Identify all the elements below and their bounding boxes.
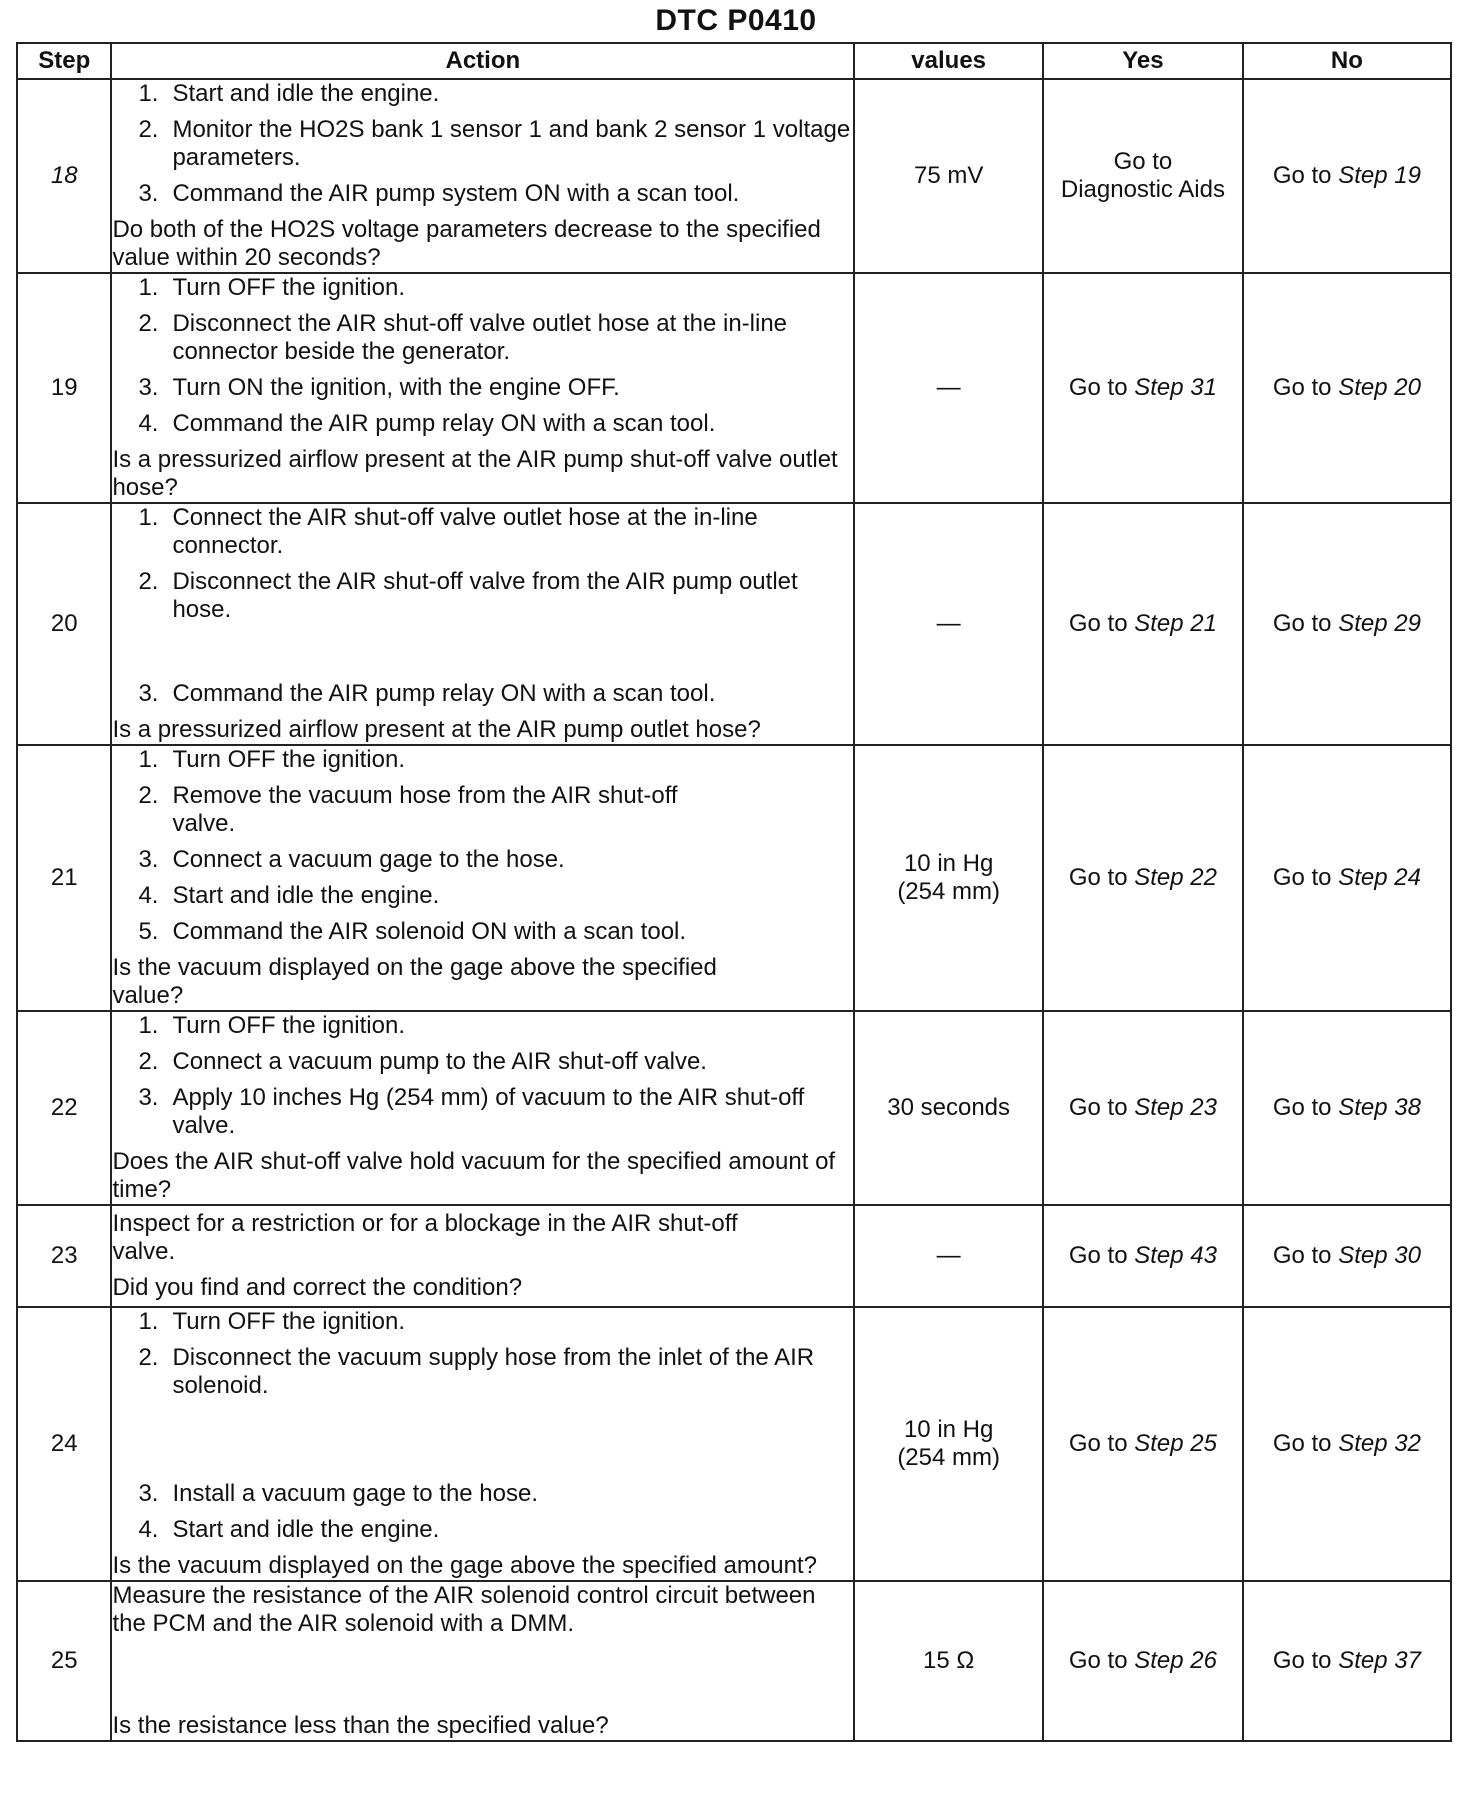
header-step: Step bbox=[17, 43, 111, 79]
list-item: 1. Connect the AIR shut-off valve outlet hose at the in-line connector. bbox=[138, 504, 758, 559]
action-cell bbox=[111, 1205, 854, 1307]
value-cell: 15 Ω bbox=[854, 1581, 1043, 1741]
instruction-text: Measure the resistance of the AIR solenoid control circuit between the PCM and the AIR solenoid with a DMM. bbox=[112, 1582, 816, 1637]
list-item: 2. Disconnect the vacuum supply hose from the inlet of the AIR solenoid. bbox=[138, 1344, 815, 1399]
table-row bbox=[17, 1011, 1451, 1205]
step-number: 23 bbox=[17, 1205, 111, 1307]
table-row bbox=[17, 1307, 1451, 1581]
no-cell: Go to Step 38 bbox=[1243, 1011, 1451, 1205]
table-row bbox=[17, 79, 1451, 273]
question-text: Is a pressurized airflow present at the AIR pump shut-off valve outlet hose? bbox=[112, 446, 838, 501]
no-cell: Go to Step 30 bbox=[1243, 1205, 1451, 1307]
header-values: values bbox=[854, 43, 1043, 79]
step-number: 21 bbox=[17, 745, 111, 1011]
yes-cell: Go to Step 23 bbox=[1043, 1011, 1243, 1205]
yes-cell: Go to Step 22 bbox=[1043, 745, 1243, 1011]
instruction-text: Inspect for a restriction or for a blockage in the AIR shut-off valve. bbox=[112, 1210, 738, 1265]
yes-cell: Go to Step 26 bbox=[1043, 1581, 1243, 1741]
value-cell: 75 mV bbox=[854, 79, 1043, 273]
question-text: Did you find and correct the condition? bbox=[112, 1274, 523, 1301]
table-row bbox=[17, 273, 1451, 503]
diagnostic-table bbox=[16, 42, 1452, 1742]
header-yes: Yes bbox=[1043, 43, 1243, 79]
question-text: Do both of the HO2S voltage parameters decrease to the specified value within 20 seconds? bbox=[112, 216, 821, 271]
value-cell: 30 seconds bbox=[854, 1011, 1043, 1205]
action-cell bbox=[111, 79, 854, 273]
value-cell: — bbox=[854, 503, 1043, 745]
value-cell: 10 in Hg (254 mm) bbox=[854, 745, 1043, 1011]
yes-cell: Go to Step 43 bbox=[1043, 1205, 1243, 1307]
list-item: 2. Monitor the HO2S bank 1 sensor 1 and bank 2 sensor 1 voltage parameters. bbox=[138, 116, 851, 171]
action-cell bbox=[111, 1307, 854, 1581]
no-cell: Go to Step 20 bbox=[1243, 273, 1451, 503]
table-header-row bbox=[17, 43, 1451, 79]
table-row bbox=[17, 745, 1451, 1011]
question-text: Is the resistance less than the specified value? bbox=[112, 1712, 609, 1739]
header-no: No bbox=[1243, 43, 1451, 79]
table-row bbox=[17, 1205, 1451, 1307]
list-item: 1. Start and idle the engine. bbox=[138, 80, 440, 107]
action-cell bbox=[111, 503, 854, 745]
action-cell bbox=[111, 1581, 854, 1741]
question-text: Is the vacuum displayed on the gage above the specified value? bbox=[112, 954, 717, 1009]
no-cell: Go to Step 32 bbox=[1243, 1307, 1451, 1581]
step-number: 19 bbox=[17, 273, 111, 503]
list-item: 1. Turn OFF the ignition. bbox=[138, 1012, 405, 1039]
value-cell: — bbox=[854, 273, 1043, 503]
question-text: Does the AIR shut-off valve hold vacuum for the specified amount of time? bbox=[112, 1148, 836, 1203]
list-item: 4. Start and idle the engine. bbox=[138, 882, 440, 909]
yes-cell: Go to Step 31 bbox=[1043, 273, 1243, 503]
action-cell bbox=[111, 273, 854, 503]
list-item: 3. Apply 10 inches Hg (254 mm) of vacuum to the AIR shut-off valve. bbox=[138, 1084, 805, 1139]
value-cell: 10 in Hg (254 mm) bbox=[854, 1307, 1043, 1581]
list-item: 4. Start and idle the engine. bbox=[138, 1516, 440, 1543]
step-number: 25 bbox=[17, 1581, 111, 1741]
list-item: 2. Remove the vacuum hose from the AIR shut-off valve. bbox=[138, 782, 678, 837]
list-item: 3. Command the AIR pump system ON with a scan tool. bbox=[138, 180, 740, 207]
action-cell bbox=[111, 745, 854, 1011]
yes-cell: Go to Step 25 bbox=[1043, 1307, 1243, 1581]
list-item: 1. Turn OFF the ignition. bbox=[138, 1308, 405, 1335]
step-number: 18 bbox=[17, 79, 111, 273]
yes-cell: Go to Diagnostic Aids bbox=[1043, 79, 1243, 273]
value-cell: — bbox=[854, 1205, 1043, 1307]
yes-cell: Go to Step 21 bbox=[1043, 503, 1243, 745]
page-title: DTC P0410 bbox=[655, 4, 817, 37]
list-item: 3. Command the AIR pump relay ON with a scan tool. bbox=[138, 680, 716, 707]
header-action: Action bbox=[111, 43, 854, 79]
step-number: 24 bbox=[17, 1307, 111, 1581]
list-item: 2. Connect a vacuum pump to the AIR shut-off valve. bbox=[138, 1048, 707, 1075]
no-cell: Go to Step 19 bbox=[1243, 79, 1451, 273]
list-item: 1. Turn OFF the ignition. bbox=[138, 274, 405, 301]
question-text: Is the vacuum displayed on the gage above the specified amount? bbox=[112, 1552, 817, 1579]
table-row bbox=[17, 503, 1451, 745]
action-cell bbox=[111, 1011, 854, 1205]
step-number: 22 bbox=[17, 1011, 111, 1205]
no-cell: Go to Step 24 bbox=[1243, 745, 1451, 1011]
list-item: 4. Command the AIR pump relay ON with a scan tool. bbox=[138, 410, 716, 437]
no-cell: Go to Step 29 bbox=[1243, 503, 1451, 745]
list-item: 3. Install a vacuum gage to the hose. bbox=[138, 1480, 539, 1507]
question-text: Is a pressurized airflow present at the AIR pump outlet hose? bbox=[112, 716, 761, 743]
list-item: 2. Disconnect the AIR shut-off valve from the AIR pump outlet hose. bbox=[138, 568, 798, 623]
list-item: 3. Connect a vacuum gage to the hose. bbox=[138, 846, 565, 873]
step-number: 20 bbox=[17, 503, 111, 745]
list-item: 1. Turn OFF the ignition. bbox=[138, 746, 405, 773]
list-item: 3. Turn ON the ignition, with the engine OFF. bbox=[138, 374, 620, 401]
list-item: 5. Command the AIR solenoid ON with a scan tool. bbox=[138, 918, 687, 945]
table-row bbox=[17, 1581, 1451, 1741]
no-cell: Go to Step 37 bbox=[1243, 1581, 1451, 1741]
list-item: 2. Disconnect the AIR shut-off valve outlet hose at the in-line connector beside the generator. bbox=[138, 310, 788, 365]
